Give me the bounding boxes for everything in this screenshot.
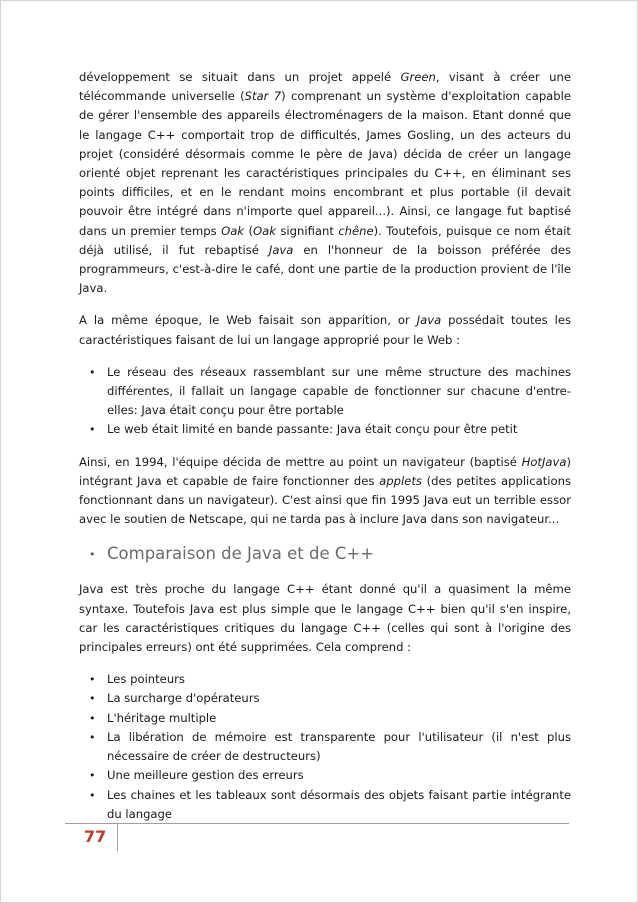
italic-run: Oak: [221, 223, 245, 238]
list-item: [79, 670, 571, 689]
text-run: A la même époque, le Web faisait son apparition, or: [79, 313, 417, 328]
text-run: Java est très proche du langage C++ étant donné qu'il a quasiment la même syntaxe. Toutefois Java est plus simple que le langage C++ bien qu'il s'en inspire, car les caractéristiques critiques du langage C++ (celles qui sont à l'origine des principales erreurs) ont été supprimées. Cela comprend :: [79, 582, 571, 655]
list-item-text: Le réseau des réseaux rassemblant sur une même structure des machines différentes, il fallait un langage capable de fonctionner sur chacune d'entre-elles: Java était conçu pour être portable: [107, 364, 571, 418]
list-web-requirements: [79, 363, 571, 440]
text-run: (des petites applications fonctionnant dans un navigateur). C'est ainsi que fin 1995 Java eut un terrible essor avec le soutien de Netscape, qui ne tarda pas à inclure Java dans son navigateur...: [79, 473, 571, 527]
bullet-dot-icon: •: [89, 548, 96, 562]
paragraph-hotjava: [79, 453, 571, 530]
text-run: en l'honneur de la boisson préférée des programmeurs, c'est-à-dire le café, dont une partie de la production provient de l'île Java.: [79, 242, 571, 296]
list-item: [79, 709, 571, 728]
italic-run: Oak: [253, 223, 276, 238]
page-number-divider: [117, 823, 118, 851]
bullet-dot-icon: •: [89, 711, 96, 725]
bullet-dot-icon: •: [89, 365, 96, 379]
text-run: Ainsi, en 1994, l'équipe décida de mettre au point un navigateur (baptisé: [79, 454, 522, 469]
italic-run: Star 7: [244, 89, 282, 104]
italic-run: Java: [268, 242, 294, 257]
italic-run: chêne: [338, 223, 374, 238]
list-item-text: Une meilleure gestion des erreurs: [107, 768, 304, 783]
list-item: [79, 786, 571, 824]
section-heading: [79, 542, 571, 566]
list-removed-features: [79, 670, 571, 824]
list-item-text: Les pointeurs: [107, 672, 185, 687]
text-run: possédait toutes les caractéristiques faisant de lui un langage approprié pour le Web :: [79, 313, 571, 347]
italic-run: Java: [416, 313, 442, 328]
list-item: [79, 363, 571, 421]
page-content: [79, 68, 571, 837]
bullet-dot-icon: •: [89, 788, 96, 802]
text-run: ) intégrant Java et capable de faire fonctionner des: [79, 454, 571, 488]
bullet-dot-icon: •: [89, 673, 96, 687]
list-item: [79, 689, 571, 708]
paragraph-java-origins: [79, 68, 571, 298]
paragraph-web-appearance: [79, 311, 571, 349]
footer-rule: [65, 823, 569, 824]
italic-run: Green: [400, 70, 436, 84]
list-item-text: Le web était limité en bande passante: Java était conçu pour être petit: [107, 422, 518, 437]
bullet-dot-icon: •: [89, 769, 96, 783]
section-heading-text: Comparaison de Java et de C++: [107, 544, 375, 564]
text-run: , visant à créer une télécommande universelle (: [79, 70, 571, 104]
list-item: [79, 420, 571, 439]
list-item-text: La libération de mémoire est transparente pour l'utilisateur (il n'est plus nécessaire de créer de destructeurs): [107, 729, 571, 764]
text-run: développement se situait dans un projet appelé: [79, 70, 401, 84]
list-item: [79, 766, 571, 785]
list-item: [79, 728, 571, 766]
list-item-text: Les chaines et les tableaux sont désormais des objets faisant partie intégrante du langage: [107, 787, 571, 821]
page-number: 77: [84, 827, 107, 846]
text-run: signifiant: [275, 223, 339, 238]
bullet-dot-icon: •: [89, 692, 96, 706]
text-run: ) comprenant un système d'exploitation capable de gérer l'ensemble des appareils électroménagers de la maison. Etant donné que le langage C++ comportait trop de difficultés, James Gosling, un des acteurs du projet (considéré désormais comme le père de Java) décida de créer un langage orienté objet reprenant les caractéristiques principales du C++, en éliminant ses points difficiles, et en le rendant moins encombrant et plus portable (il devait pouvoir être intégré dans n'importe quel appareil...). Ainsi, ce langage fut baptisé dans un premier temps: [79, 89, 571, 238]
paragraph-java-vs-cpp: [79, 580, 571, 657]
text-run: ). Toutefois, puisque ce nom était déjà utilisé, il fut rebaptisé: [79, 223, 571, 257]
bullet-dot-icon: •: [89, 423, 96, 437]
bullet-dot-icon: •: [89, 730, 96, 744]
list-item-text: La surcharge d'opérateurs: [107, 691, 260, 706]
italic-run: HotJava: [521, 454, 567, 469]
list-item-text: L'héritage multiple: [107, 710, 217, 725]
text-run: (: [244, 223, 253, 238]
italic-run: applets: [379, 473, 422, 488]
